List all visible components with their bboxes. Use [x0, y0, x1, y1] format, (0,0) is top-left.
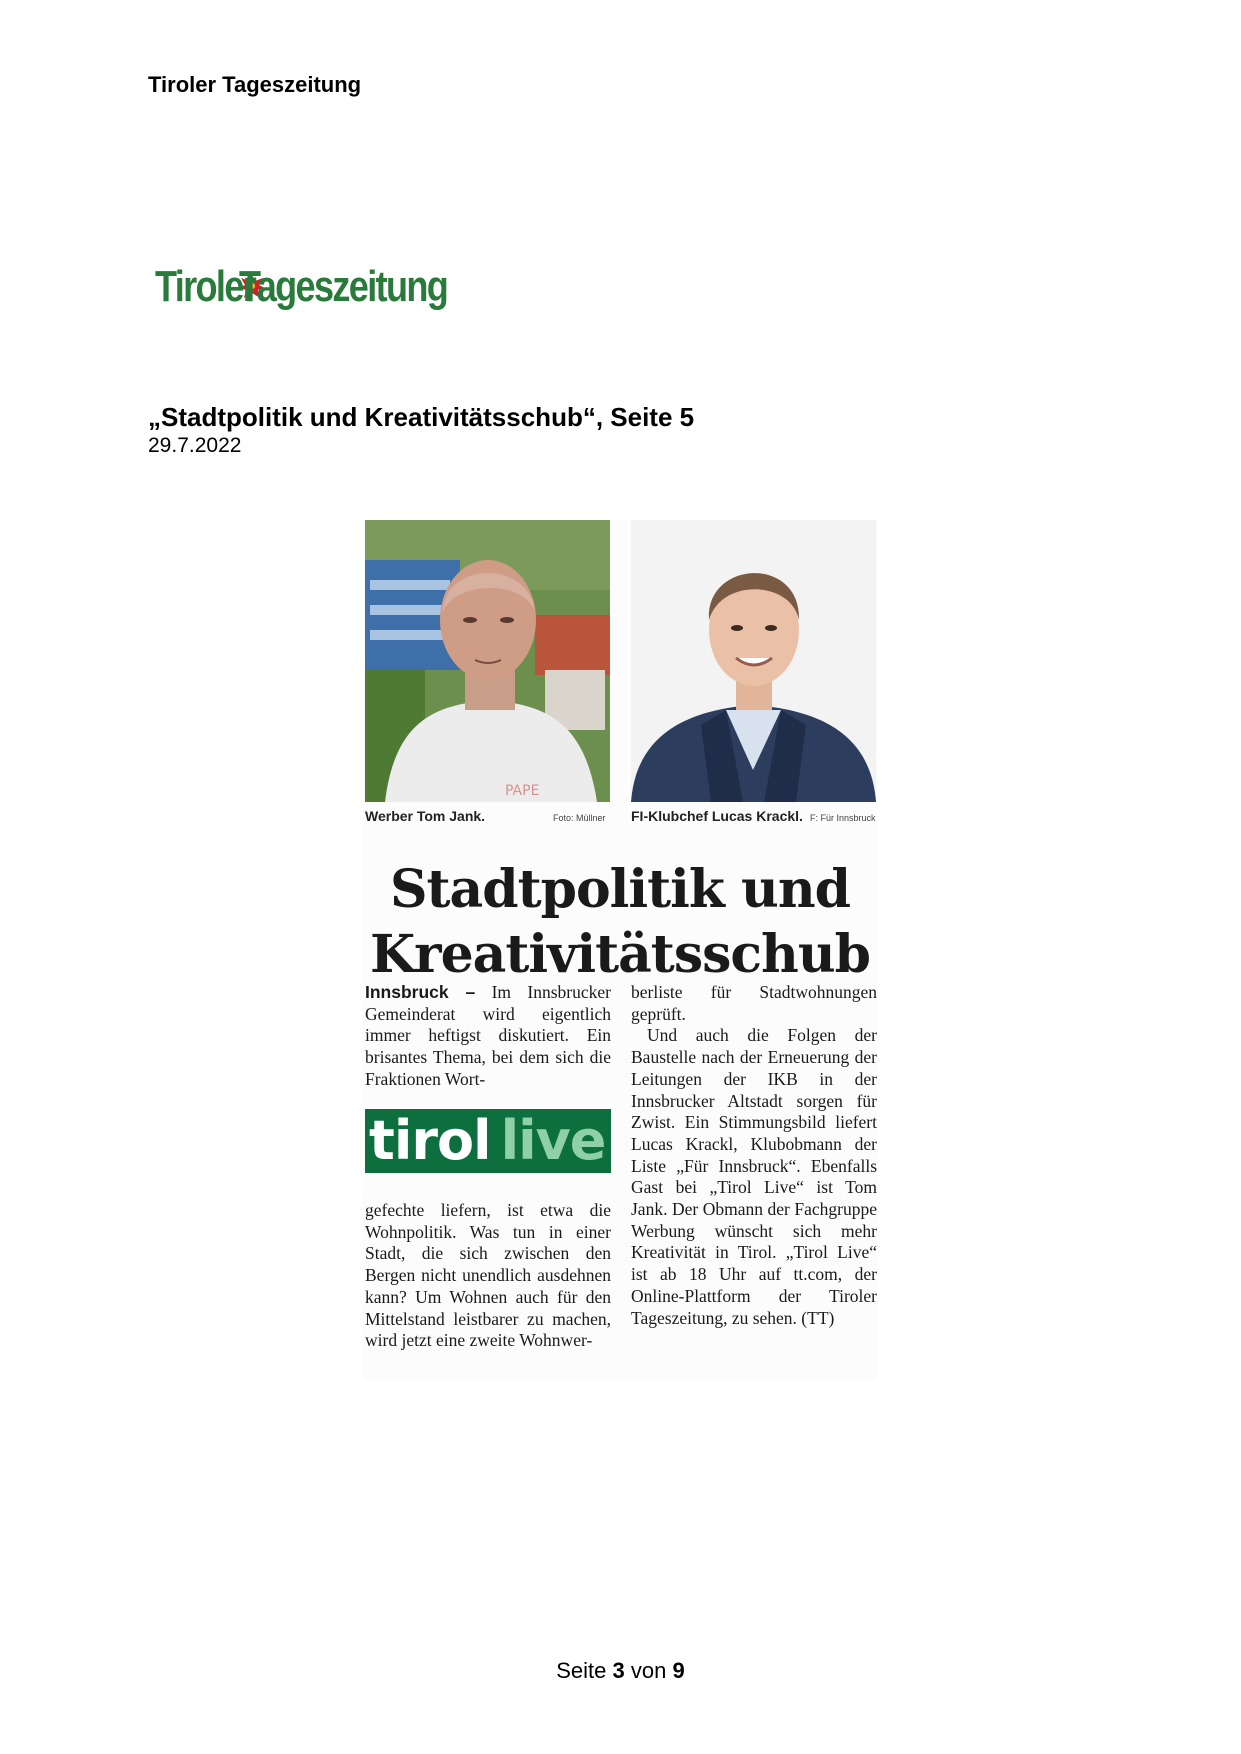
banner-word-1: tirol	[369, 1109, 491, 1172]
column-1-top	[365, 982, 611, 1091]
photo-tom-jank	[365, 520, 610, 802]
article-date: 29.7.2022	[148, 434, 242, 457]
column-1-bottom	[365, 1200, 611, 1352]
newspaper-clipping	[363, 520, 877, 1380]
dateline: Innsbruck –	[365, 982, 476, 1002]
tirol-live-banner	[365, 1109, 611, 1173]
publication-header: Tiroler Tageszeitung	[148, 72, 362, 97]
footer-prefix: Seite	[556, 1658, 607, 1683]
column-2	[631, 982, 877, 1329]
photo-lucas-krackl	[631, 520, 876, 802]
footer-current-page: 3	[612, 1658, 625, 1683]
headline-line-2: Kreativitätsschub	[369, 924, 871, 985]
article-title: „Stadtpolitik und Kreativitätsschub“, Seite 5	[148, 402, 695, 432]
banner-word-2: live	[500, 1109, 606, 1172]
page-footer	[0, 1658, 1241, 1684]
logo-word-1: Tiroler	[155, 262, 256, 311]
column-1-bottom-text: gefechte liefern, ist etwa die Wohnpolitik. Was tun in einer Stadt, die sich zwischen den Bergen nicht unendlich ausdehnen kann? Um Wohnen auch für den Mittelstand leistbarer zu machen, wird jetzt eine zweite Wohnwer-	[365, 1200, 611, 1351]
column-2-paragraph-2: Und auch die Folgen der Baustelle nach der Erneuerung der Leitungen der IKB in der Innsbrucker Altstadt sorgen für Zwist. Ein Stimmungsbild liefert Lucas Krackl, Klubobmann der Liste „Für Innsbruck“. Ebenfalls Gast bei „Tirol Live“ ist Tom Jank. Der Obmann der Fachgruppe Werbung wünscht sich mehr Kreativität in Tirol. „Tirol Live“ ist ab 18 Uhr auf tt.com, der Online-Plattform der Tiroler Tageszeitung, zu sehen. (TT)	[631, 1025, 877, 1328]
photo1-caption: Werber Tom Jank.	[365, 808, 486, 824]
photo2-caption: FI-Klubchef Lucas Krackl.	[631, 808, 803, 824]
svg-text:PAPE: PAPE	[505, 783, 540, 799]
column-1-top-text: Im Innsbrucker Gemeinderat wird eigentlich immer heftigst diskutiert. Ein brisantes Thema, bei dem sich die Fraktionen Wort-	[365, 982, 611, 1089]
column-2-paragraph-1: berliste für Stadtwohnungen geprüft.	[631, 982, 877, 1024]
photo1-credit: Foto: Müllner	[553, 813, 606, 823]
photo2-credit: F: Für Innsbruck	[810, 813, 876, 823]
logo-word-2: Tageszeitung	[239, 262, 448, 311]
footer-total-pages: 9	[672, 1658, 685, 1683]
footer-middle: von	[630, 1658, 667, 1683]
headline-line-1: Stadtpolitik und	[389, 859, 851, 920]
newspaper-logo	[155, 262, 493, 312]
